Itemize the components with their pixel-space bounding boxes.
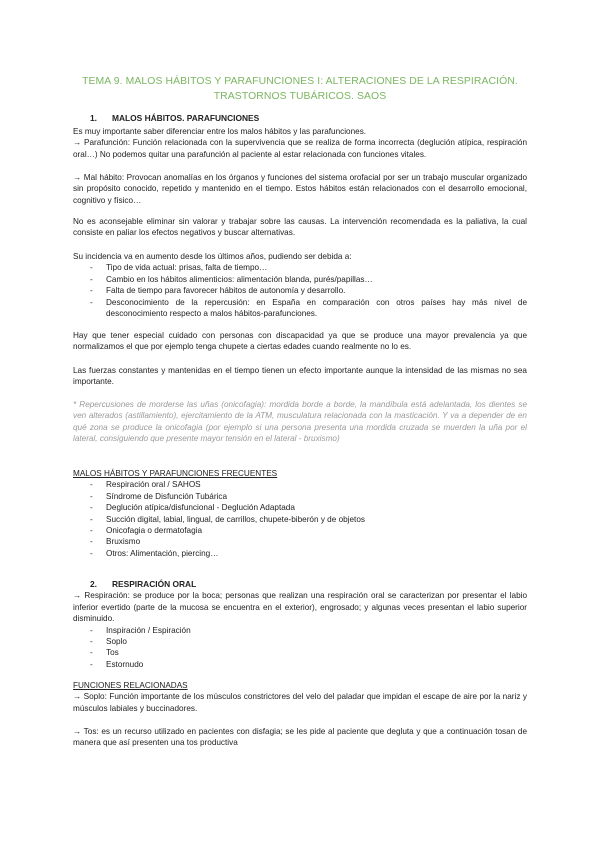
cause-item: - Desconocimiento de la repercusión: en España en comparación con otros países hay más nivel de desconocimiento respecto a malos hábitos-parafunciones.	[73, 297, 527, 320]
frecuente-item: - Onicofagia o dermatofagia	[73, 525, 527, 536]
frecuente-item: - Respiración oral / SAHOS	[73, 479, 527, 490]
tos-text: → Tos: es un recurso utilizado en pacientes con disfagia; se les pide al paciente que degluta y que a continuación tosan de manera que así presenten una tos productiva	[73, 727, 527, 748]
respiracion-text: → Respiración: se produce por la boca; personas que realizan una respiración oral se caracterizan por presentar el labio inferior evertido (parte de la mucosa se encuentra en el exterior), engrosado; y algunas veces presentan el labio superior disminuido.	[73, 591, 527, 624]
no-aconsejable-text: No es aconsejable eliminar sin valorar y trabajar sobre las causas. La intervención recomendada es la paliativa, la cual consiste en paliar los efectos negativos y buscar alternativas.	[73, 217, 527, 238]
respiracion-item: - Estornudo	[73, 659, 527, 670]
funciones-section	[73, 680, 527, 714]
section-2-title: RESPIRACIÓN ORAL	[112, 579, 197, 589]
discapacidad-text: Hay que tener especial cuidado con personas con discapacidad ya que se produce una mayor prevalencia ya que normalizamos el que por ejemplo tenga chupete a ciertas edades cuando realmente no lo es.	[73, 331, 527, 352]
incidencia-text: Su incidencia va en aumento desde los últimos años, pudiendo ser debida a:	[73, 252, 352, 261]
funciones-heading: FUNCIONES RELACIONADAS	[73, 681, 188, 690]
mal-habito-text: → Mal hábito: Provocan anomalías en los órganos y funciones del sistema orofacial por ser un trabajo muscular organizado sin propósito conocido, repetido y mantenido en el tiempo. Estos hábitos están relacionados con el desarrollo emocional, cognitivo y físico…	[73, 173, 527, 205]
cause-item: - Tipo de vida actual: prisas, falta de tiempo…	[73, 262, 527, 273]
onicofagia-note-text: * Repercusiones de morderse las uñas (onicofagia): mordida borde a borde, la mandíbula está adelantada, los dientes se ven alterados (astillamiento), ejercitamiento de la ATM, musculatura relacionada con la masticación. Y va a depender de en qué zona se produce la onicofagia (por ejemplo si una persona presenta una mordida cruzada se muerden la uña por el lateral, consiguiendo que presente mayor tensión en el lateral - bruxismo)	[73, 400, 527, 444]
section-2-number: 2.	[90, 579, 97, 589]
respiracion-list	[73, 625, 527, 671]
intro-text: Es muy importante saber diferenciar entre los malos hábitos y las parafunciones.	[73, 127, 367, 136]
soplo-text: → Soplo: Función importante de los músculos constrictores del velo del paladar que impidan el escape de aire por la nariz y músculos labiales y buccinadores.	[73, 692, 527, 713]
onicofagia-note	[73, 399, 527, 445]
frecuentes-list	[73, 479, 527, 559]
mal-habito-paragraph	[73, 172, 527, 206]
incidencia-block	[73, 251, 527, 319]
section-1-intro	[73, 126, 527, 160]
title-line-1: TEMA 9. MALOS HÁBITOS Y PARAFUNCIONES I: ALTERACIONES DE LA RESPIRACIÓN.	[82, 76, 518, 87]
cause-item: - Falta de tiempo para favorecer hábitos de autonomía y desarrollo.	[73, 285, 527, 296]
section-1-number: 1.	[90, 113, 97, 123]
tos-paragraph	[73, 726, 527, 749]
parafuncion-text: → Parafunción: Función relacionada con la supervivencia que se realiza de forma incorrecta (deglución atípica, respiración oral…) No podemos quitar una parafunción al paciente al estar relacionada con funciones vitales.	[73, 138, 527, 159]
frecuente-item: - Deglución atípica/disfuncional - Deglución Adaptada	[73, 502, 527, 513]
fuerzas-paragraph	[73, 365, 527, 388]
title-line-2: TRASTORNOS TUBÁRICOS. SAOS	[213, 91, 387, 102]
respiracion-item: - Soplo	[73, 636, 527, 647]
frecuente-item: - Síndrome de Disfunción Tubárica	[73, 491, 527, 502]
frecuentes-heading: MALOS HÁBITOS Y PARAFUNCIONES FRECUENTES	[73, 469, 278, 478]
frecuente-item: - Succión digital, labial, lingual, de carrillos, chupete-biberón y de objetos	[73, 514, 527, 525]
section-1-heading	[73, 113, 527, 124]
section-2	[73, 579, 527, 670]
document-title	[60, 74, 540, 104]
section-1-title: MALOS HÁBITOS. PARAFUNCIONES	[112, 113, 260, 123]
causes-list	[73, 262, 527, 319]
respiracion-item: - Tos	[73, 647, 527, 658]
no-aconsejable-paragraph	[73, 216, 527, 239]
fuerzas-text: Las fuerzas constantes y mantenidas en el tiempo tienen un efecto importante aunque la intensidad de las mismas no sea importante.	[73, 366, 527, 387]
frecuentes-section	[73, 468, 527, 559]
frecuente-item: - Bruxismo	[73, 536, 527, 547]
discapacidad-paragraph	[73, 330, 527, 353]
respiracion-item: - Inspiración / Espiración	[73, 625, 527, 636]
frecuente-item: - Otros: Alimentación, piercing…	[73, 548, 527, 559]
cause-item: - Cambio en los hábitos alimenticios: alimentación blanda, purés/papillas…	[73, 274, 527, 285]
